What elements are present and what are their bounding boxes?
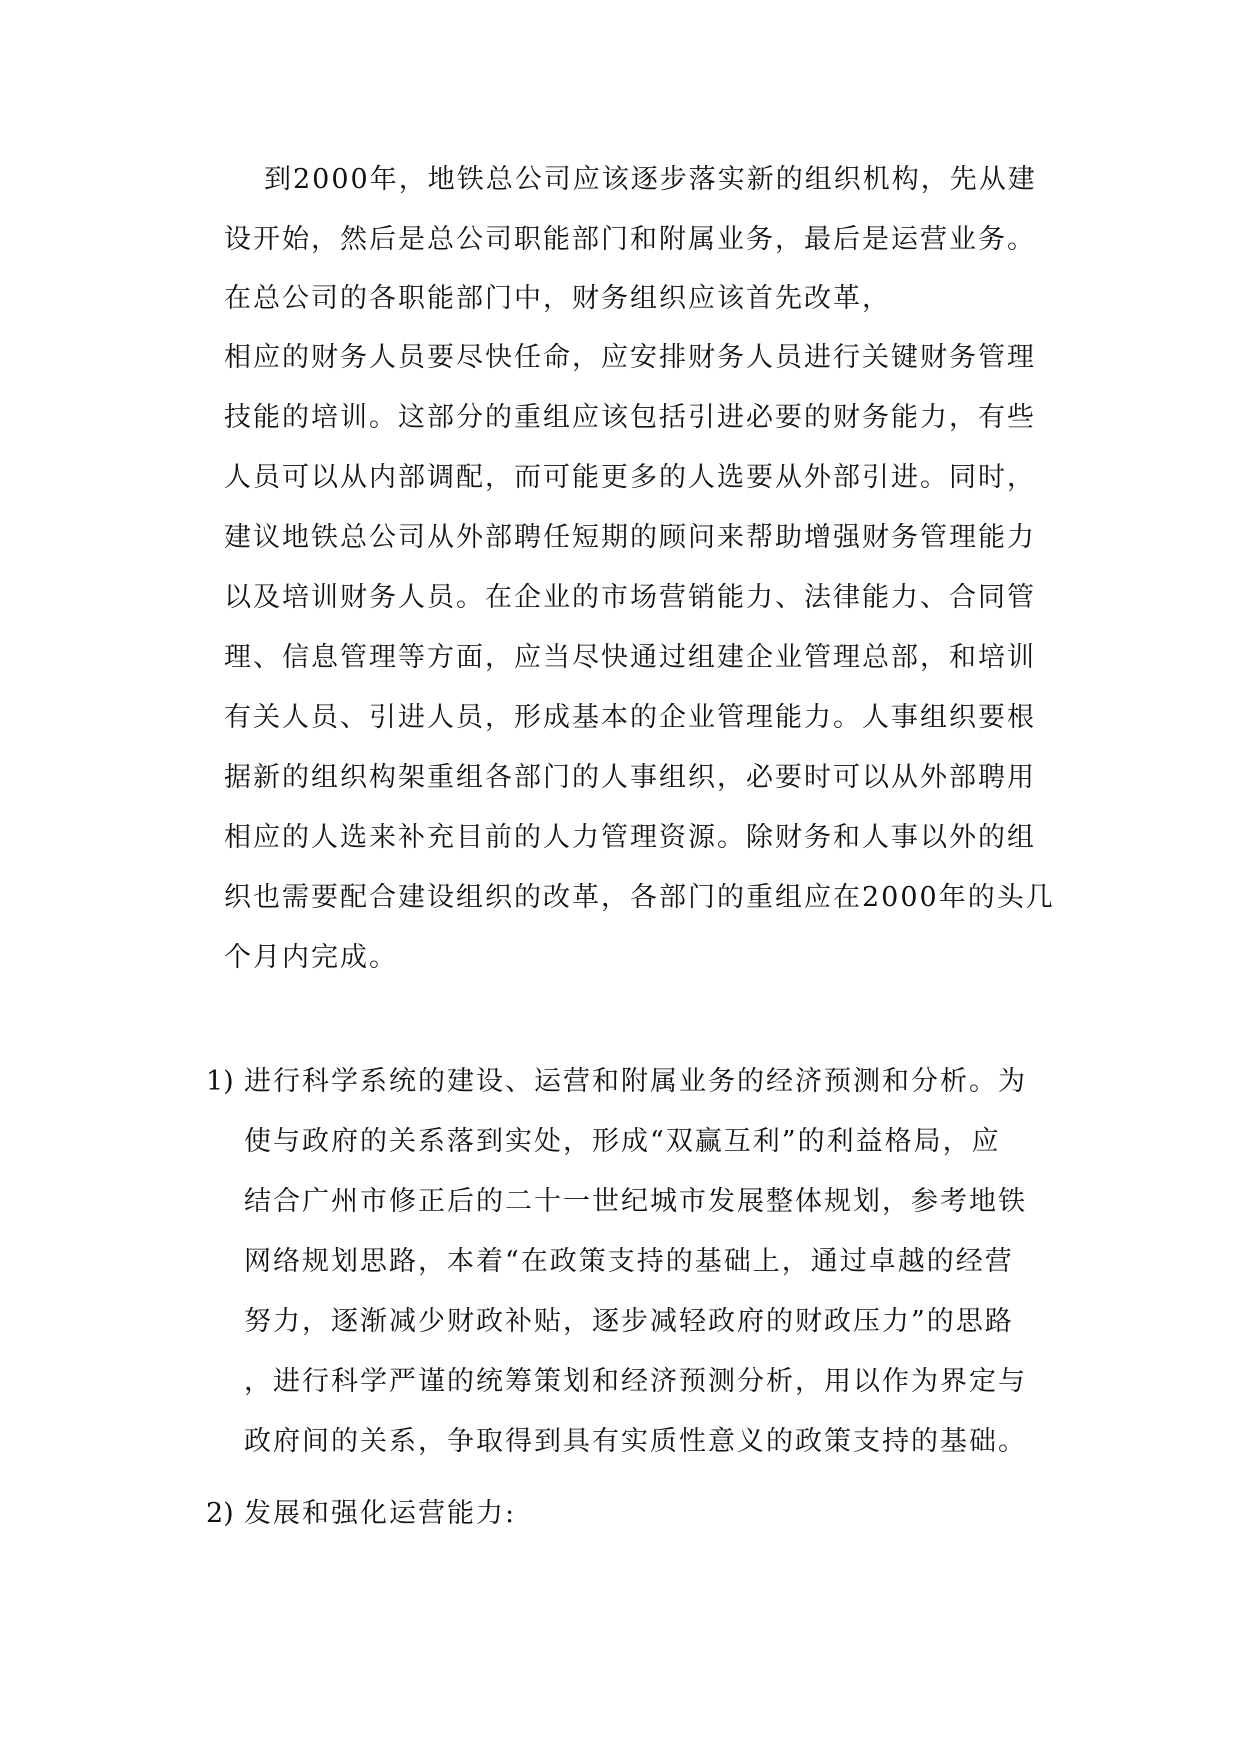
text-line: 据新的组织构架重组各部门的人事组织，必要时可以从外部聘用	[224, 762, 1036, 793]
text-line: 人员可以从内部调配，而可能更多的人选要从外部引进。同时，	[224, 462, 1036, 493]
text-line: 努力，逐渐减少财政补贴，逐步减轻政府的财政压力”的思路	[244, 1306, 1014, 1337]
text-line: 理、信息管理等方面，应当尽快通过组建企业管理总部，和培训	[224, 642, 1036, 673]
text-line: 织也需要配合建设组织的改革，各部门的重组应在2000年的头几	[224, 882, 1055, 913]
text-line: 在总公司的各职能部门中，财务组织应该首先改革，	[224, 283, 891, 314]
text-line: 相应的人选来补充目前的人力管理资源。除财务和人事以外的组	[224, 822, 1036, 853]
text-line: 个月内完成。	[224, 942, 398, 973]
text-line: 相应的财务人员要尽快任命，应安排财务人员进行关键财务管理	[224, 342, 1036, 373]
text-line: 有关人员、引进人员，形成基本的企业管理能力。人事组织要根	[224, 702, 1036, 733]
list-number: 2)	[206, 1498, 234, 1529]
text-line: 进行科学系统的建设、运营和附属业务的经济预测和分析。为	[244, 1066, 1027, 1097]
text-line: 设开始，然后是总公司职能部门和附属业务，最后是运营业务。	[224, 224, 1036, 255]
text-line: 以及培训财务人员。在企业的市场营销能力、法律能力、合同管	[224, 582, 1036, 613]
text-line: 发展和强化运营能力:	[244, 1498, 517, 1529]
text-line: 网络规划思路，本着“在政策支持的基础上，通过卓越的经营	[244, 1246, 1014, 1277]
text-line: 技能的培训。这部分的重组应该包括引进必要的财务能力，有些	[224, 402, 1036, 433]
text-line: 建议地铁总公司从外部聘任短期的顾问来帮助增强财务管理能力	[224, 522, 1036, 553]
list-number: 1)	[206, 1066, 234, 1097]
text-line: 政府间的关系，争取得到具有实质性意义的政策支持的基础。	[244, 1426, 1027, 1457]
text-line: 到2000年，地铁总公司应该逐步落实新的组织机构，先从建	[264, 164, 1037, 195]
text-line: 结合广州市修正后的二十一世纪城市发展整体规划，参考地铁	[244, 1186, 1027, 1217]
text-line: 使与政府的关系落到实处，形成“双赢互利”的利益格局，应	[244, 1126, 1001, 1157]
text-line: ，进行科学严谨的统筹策划和经济预测分析，用以作为界定与	[244, 1366, 1027, 1397]
